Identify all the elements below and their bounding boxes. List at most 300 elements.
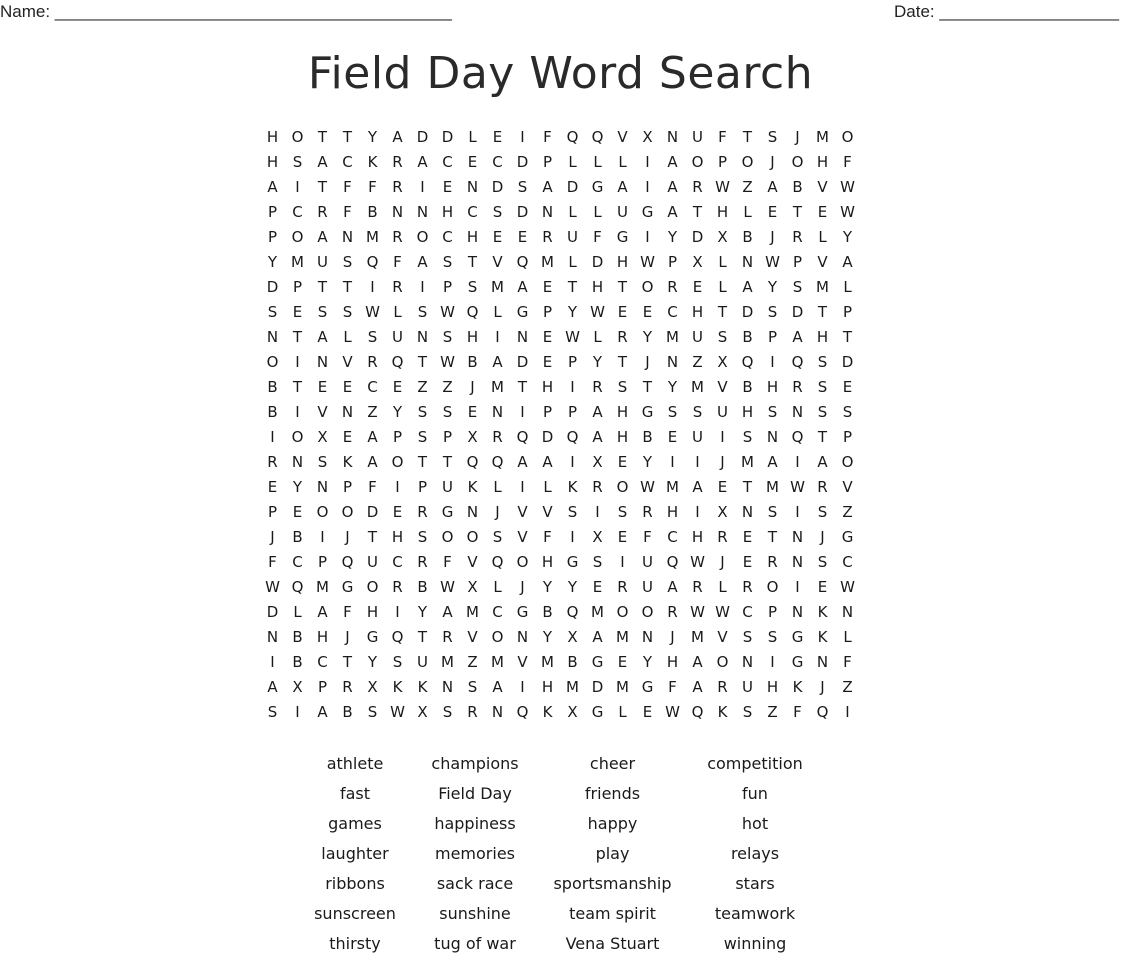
grid-letter: Y — [392, 403, 403, 421]
grid-row — [260, 450, 860, 475]
grid-letter: X — [467, 578, 478, 596]
grid-letter: F — [668, 678, 677, 696]
grid-letter: L — [468, 128, 477, 146]
grid-letter: I — [570, 453, 575, 471]
grid-letter: S — [417, 428, 428, 446]
word-list-item: relays — [730, 844, 780, 863]
grid-row — [260, 275, 860, 300]
name-field[interactable]: Name: __________________________________________ — [0, 2, 452, 21]
grid-letter: O — [766, 578, 779, 596]
grid-letter: B — [367, 203, 378, 221]
grid-letter: F — [843, 153, 852, 171]
grid-row — [260, 250, 860, 275]
grid-letter: I — [395, 478, 400, 496]
grid-letter: J — [345, 628, 350, 646]
grid-letter: X — [592, 453, 603, 471]
grid-letter: L — [618, 703, 627, 721]
grid-letter: Y — [642, 453, 653, 471]
grid-letter: O — [416, 228, 429, 246]
grid-letter: E — [842, 378, 853, 396]
grid-letter: V — [517, 503, 528, 521]
grid-letter: E — [817, 578, 828, 596]
grid-letter: S — [442, 703, 453, 721]
word-list-item: stars — [735, 874, 775, 893]
grid-letter: G — [591, 653, 604, 671]
grid-letter: N — [316, 353, 329, 371]
grid-letter: T — [342, 278, 353, 296]
grid-letter: Z — [842, 503, 853, 521]
grid-row — [260, 200, 860, 225]
word-list-item: memories — [434, 844, 515, 863]
grid-letter: S — [817, 353, 828, 371]
grid-letter: Q — [466, 453, 479, 471]
grid-letter: D — [591, 678, 604, 696]
grid-letter: L — [568, 153, 577, 171]
grid-letter: H — [366, 603, 379, 621]
grid-letter: Q — [566, 128, 579, 146]
grid-letter: H — [691, 528, 704, 546]
grid-letter: A — [592, 628, 603, 646]
grid-row — [260, 375, 860, 400]
grid-letter: P — [267, 503, 278, 521]
grid-letter: Q — [666, 553, 679, 571]
grid-letter: G — [791, 653, 804, 671]
grid-letter: Z — [742, 178, 753, 196]
grid-letter: G — [641, 678, 654, 696]
grid-letter: E — [667, 428, 678, 446]
grid-letter: S — [667, 403, 678, 421]
grid-row — [260, 500, 860, 525]
grid-letter: C — [667, 528, 678, 546]
grid-letter: E — [342, 378, 353, 396]
grid-letter: A — [267, 178, 278, 196]
grid-letter: H — [666, 503, 679, 521]
grid-letter: N — [841, 603, 854, 621]
date-field[interactable]: Date: ___________________ — [894, 2, 1119, 21]
grid-letter: G — [591, 178, 604, 196]
grid-letter: K — [367, 153, 378, 171]
grid-letter: K — [817, 603, 828, 621]
grid-letter: Y — [842, 228, 853, 246]
grid-letter: J — [345, 528, 350, 546]
grid-letter: M — [816, 278, 829, 296]
grid-letter: D — [366, 503, 379, 521]
grid-letter: H — [266, 153, 279, 171]
grid-letter: D — [516, 203, 529, 221]
grid-letter: L — [343, 328, 352, 346]
grid-letter: B — [417, 578, 428, 596]
grid-letter: R — [592, 378, 603, 396]
word-list-item: hot — [741, 814, 769, 833]
grid-letter: A — [617, 178, 628, 196]
grid-letter: J — [645, 353, 650, 371]
grid-letter: L — [743, 203, 752, 221]
grid-letter: Q — [491, 553, 504, 571]
grid-letter: R — [417, 503, 428, 521]
grid-letter: D — [516, 353, 529, 371]
grid-letter: I — [295, 703, 300, 721]
grid-letter: M — [566, 678, 579, 696]
grid-letter: O — [641, 603, 654, 621]
grid-letter: C — [292, 203, 303, 221]
grid-letter: G — [616, 228, 629, 246]
grid-letter: S — [742, 628, 753, 646]
grid-letter: M — [666, 478, 679, 496]
grid-row — [260, 125, 860, 150]
grid-letter: U — [692, 328, 703, 346]
grid-letter: R — [467, 703, 478, 721]
grid-letter: E — [467, 153, 478, 171]
grid-letter: Q — [516, 253, 529, 271]
grid-letter: T — [567, 278, 578, 296]
word-list-item: laughter — [321, 844, 389, 863]
grid-letter: O — [291, 428, 304, 446]
grid-letter: S — [292, 153, 303, 171]
grid-letter: W — [840, 178, 855, 196]
grid-letter: L — [618, 153, 627, 171]
grid-letter: P — [267, 228, 278, 246]
word-list-row — [295, 810, 835, 840]
grid-letter: J — [470, 378, 475, 396]
grid-letter: R — [442, 628, 453, 646]
grid-letter: N — [741, 653, 754, 671]
grid-letter: A — [667, 178, 678, 196]
grid-letter: V — [467, 553, 478, 571]
grid-letter: I — [270, 653, 275, 671]
grid-letter: M — [366, 228, 379, 246]
grid-letter: R — [267, 453, 278, 471]
grid-letter: W — [440, 578, 455, 596]
grid-letter: S — [442, 328, 453, 346]
grid-letter: B — [642, 428, 653, 446]
grid-letter: A — [267, 678, 278, 696]
grid-letter: S — [767, 303, 778, 321]
grid-letter: N — [816, 653, 829, 671]
grid-letter: E — [592, 578, 603, 596]
grid-letter: T — [642, 378, 653, 396]
grid-letter: I — [520, 478, 525, 496]
grid-letter: E — [742, 528, 753, 546]
grid-letter: X — [417, 703, 428, 721]
grid-letter: W — [690, 553, 705, 571]
grid-letter: K — [792, 678, 803, 696]
grid-letter: Q — [741, 353, 754, 371]
grid-letter: P — [442, 428, 453, 446]
grid-letter: I — [395, 603, 400, 621]
grid-letter: T — [692, 203, 703, 221]
grid-letter: H — [441, 203, 454, 221]
grid-letter: N — [441, 678, 454, 696]
grid-row — [260, 575, 860, 600]
grid-letter: K — [392, 678, 403, 696]
grid-letter: C — [442, 153, 453, 171]
grid-letter: X — [467, 428, 478, 446]
word-list-item: friends — [584, 784, 641, 803]
word-list-item: games — [328, 814, 382, 833]
grid-letter: V — [817, 178, 828, 196]
grid-letter: H — [816, 328, 829, 346]
grid-letter: T — [317, 178, 328, 196]
grid-letter: R — [317, 203, 328, 221]
grid-letter: P — [567, 403, 578, 421]
grid-letter: M — [591, 603, 604, 621]
grid-row — [260, 625, 860, 650]
grid-letter: R — [617, 578, 628, 596]
grid-letter: Z — [367, 403, 378, 421]
grid-letter: Q — [341, 553, 354, 571]
word-list-item: sunscreen — [314, 904, 396, 923]
grid-letter: H — [616, 403, 629, 421]
grid-letter: I — [320, 528, 325, 546]
grid-letter: B — [742, 228, 753, 246]
word-list-item: Vena Stuart — [565, 934, 660, 953]
grid-letter: Y — [542, 628, 553, 646]
grid-letter: Y — [417, 603, 428, 621]
grid-letter: X — [717, 228, 728, 246]
grid-letter: T — [317, 278, 328, 296]
grid-letter: M — [441, 653, 454, 671]
grid-letter: I — [420, 178, 425, 196]
grid-letter: H — [541, 378, 554, 396]
grid-letter: E — [767, 203, 778, 221]
grid-letter: I — [370, 278, 375, 296]
grid-letter: E — [292, 503, 303, 521]
grid-letter: B — [467, 353, 478, 371]
grid-letter: S — [367, 703, 378, 721]
grid-letter: L — [843, 628, 852, 646]
grid-letter: Q — [391, 628, 404, 646]
grid-letter: F — [343, 178, 352, 196]
grid-letter: N — [316, 478, 329, 496]
grid-letter: I — [720, 428, 725, 446]
grid-letter: Q — [391, 353, 404, 371]
grid-letter: C — [667, 303, 678, 321]
grid-letter: N — [791, 553, 804, 571]
grid-letter: I — [620, 553, 625, 571]
grid-letter: I — [295, 403, 300, 421]
grid-letter: Z — [767, 703, 778, 721]
word-list-row — [295, 750, 835, 780]
grid-letter: U — [717, 403, 728, 421]
grid-letter: N — [291, 453, 304, 471]
grid-letter: M — [766, 478, 779, 496]
grid-letter: A — [692, 678, 703, 696]
grid-letter: O — [716, 653, 729, 671]
grid-letter: S — [492, 528, 503, 546]
grid-letter: W — [440, 303, 455, 321]
grid-letter: I — [520, 403, 525, 421]
grid-letter: R — [342, 678, 353, 696]
grid-letter: E — [692, 278, 703, 296]
grid-letter: N — [416, 203, 429, 221]
grid-letter: S — [717, 328, 728, 346]
grid-letter: W — [265, 578, 280, 596]
word-list-item: ribbons — [325, 874, 385, 893]
grid-letter: G — [841, 528, 854, 546]
grid-letter: K — [417, 678, 428, 696]
grid-letter: A — [767, 453, 778, 471]
grid-letter: W — [690, 603, 705, 621]
grid-letter: F — [718, 128, 727, 146]
grid-letter: M — [291, 253, 304, 271]
grid-letter: S — [267, 303, 278, 321]
grid-letter: U — [442, 478, 453, 496]
grid-letter: R — [417, 553, 428, 571]
grid-letter: H — [741, 403, 754, 421]
grid-letter: N — [491, 703, 504, 721]
grid-letter: J — [795, 128, 800, 146]
grid-letter: A — [542, 453, 553, 471]
grid-letter: W — [790, 478, 805, 496]
grid-letter: R — [817, 478, 828, 496]
grid-letter: N — [266, 328, 279, 346]
grid-letter: N — [766, 428, 779, 446]
grid-letter: B — [567, 653, 578, 671]
grid-letter: V — [342, 353, 353, 371]
word-list-item: happiness — [434, 814, 516, 833]
grid-letter: V — [717, 628, 728, 646]
grid-letter: I — [795, 578, 800, 596]
grid-letter: S — [767, 403, 778, 421]
word-list-item: cheer — [589, 754, 636, 773]
grid-letter: O — [841, 128, 854, 146]
grid-letter: R — [667, 603, 678, 621]
grid-letter: B — [542, 603, 553, 621]
grid-letter: M — [316, 578, 329, 596]
grid-letter: T — [792, 203, 803, 221]
grid-letter: N — [741, 253, 754, 271]
grid-letter: J — [770, 228, 775, 246]
grid-letter: C — [467, 203, 478, 221]
grid-letter: C — [342, 153, 353, 171]
grid-letter: M — [541, 653, 554, 671]
grid-letter: M — [691, 378, 704, 396]
grid-letter: S — [617, 503, 628, 521]
grid-letter: L — [568, 203, 577, 221]
grid-letter: Y — [667, 378, 678, 396]
grid-letter: E — [442, 178, 453, 196]
grid-letter: S — [317, 303, 328, 321]
word-list-row — [295, 780, 835, 810]
grid-letter: L — [818, 228, 827, 246]
grid-letter: Y — [642, 328, 653, 346]
grid-letter: S — [342, 253, 353, 271]
grid-letter: E — [717, 478, 728, 496]
grid-letter: V — [517, 528, 528, 546]
grid-letter: R — [392, 228, 403, 246]
grid-letter: X — [292, 678, 303, 696]
grid-letter: Y — [267, 253, 278, 271]
grid-letter: B — [742, 378, 753, 396]
grid-letter: T — [442, 453, 453, 471]
grid-letter: A — [592, 428, 603, 446]
grid-letter: O — [391, 453, 404, 471]
grid-letter: E — [542, 328, 553, 346]
grid-letter: E — [392, 378, 403, 396]
grid-letter: R — [717, 528, 728, 546]
grid-letter: Y — [767, 278, 778, 296]
grid-letter: O — [516, 553, 529, 571]
grid-letter: S — [467, 278, 478, 296]
grid-letter: G — [516, 303, 529, 321]
grid-letter: N — [491, 403, 504, 421]
word-list-item: tug of war — [434, 934, 516, 953]
grid-letter: F — [393, 253, 402, 271]
grid-letter: N — [741, 503, 754, 521]
grid-letter: E — [817, 203, 828, 221]
grid-letter: D — [416, 128, 429, 146]
grid-letter: E — [617, 528, 628, 546]
grid-letter: H — [766, 678, 779, 696]
grid-letter: N — [791, 603, 804, 621]
grid-letter: S — [617, 378, 628, 396]
grid-letter: A — [317, 228, 328, 246]
grid-letter: T — [317, 128, 328, 146]
grid-letter: I — [770, 653, 775, 671]
grid-letter: P — [842, 303, 853, 321]
grid-letter: V — [842, 478, 853, 496]
grid-letter: G — [591, 703, 604, 721]
grid-letter: L — [593, 328, 602, 346]
page-title: Field Day Word Search — [307, 48, 814, 99]
grid-letter: Q — [566, 603, 579, 621]
grid-letter: E — [467, 403, 478, 421]
grid-row — [260, 525, 860, 550]
grid-letter: G — [516, 603, 529, 621]
grid-letter: E — [342, 428, 353, 446]
grid-letter: S — [367, 328, 378, 346]
grid-letter: E — [642, 703, 653, 721]
grid-row — [260, 225, 860, 250]
grid-letter: D — [691, 228, 704, 246]
grid-letter: B — [267, 378, 278, 396]
grid-letter: E — [392, 503, 403, 521]
grid-letter: P — [542, 403, 553, 421]
grid-letter: D — [741, 303, 754, 321]
grid-letter: A — [417, 153, 428, 171]
grid-letter: O — [616, 478, 629, 496]
grid-letter: G — [791, 628, 804, 646]
grid-letter: M — [491, 653, 504, 671]
grid-letter: N — [341, 228, 354, 246]
word-list-row — [295, 930, 835, 960]
grid-letter: O — [266, 353, 279, 371]
grid-letter: O — [466, 528, 479, 546]
grid-letter: H — [466, 328, 479, 346]
grid-letter: S — [267, 703, 278, 721]
word-list-item: teamwork — [714, 904, 796, 923]
grid-letter: B — [292, 653, 303, 671]
grid-letter: W — [765, 253, 780, 271]
grid-letter: H — [766, 378, 779, 396]
grid-letter: V — [517, 653, 528, 671]
grid-letter: V — [617, 128, 628, 146]
grid-letter: T — [417, 628, 428, 646]
grid-letter: E — [492, 228, 503, 246]
grid-row — [260, 425, 860, 450]
grid-letter: R — [717, 678, 728, 696]
grid-letter: S — [817, 553, 828, 571]
grid-letter: N — [791, 403, 804, 421]
grid-row — [260, 400, 860, 425]
grid-letter: M — [541, 253, 554, 271]
grid-row — [260, 650, 860, 675]
grid-letter: S — [442, 403, 453, 421]
grid-letter: S — [767, 628, 778, 646]
grid-letter: J — [720, 553, 725, 571]
grid-letter: V — [317, 403, 328, 421]
grid-letter: B — [292, 528, 303, 546]
